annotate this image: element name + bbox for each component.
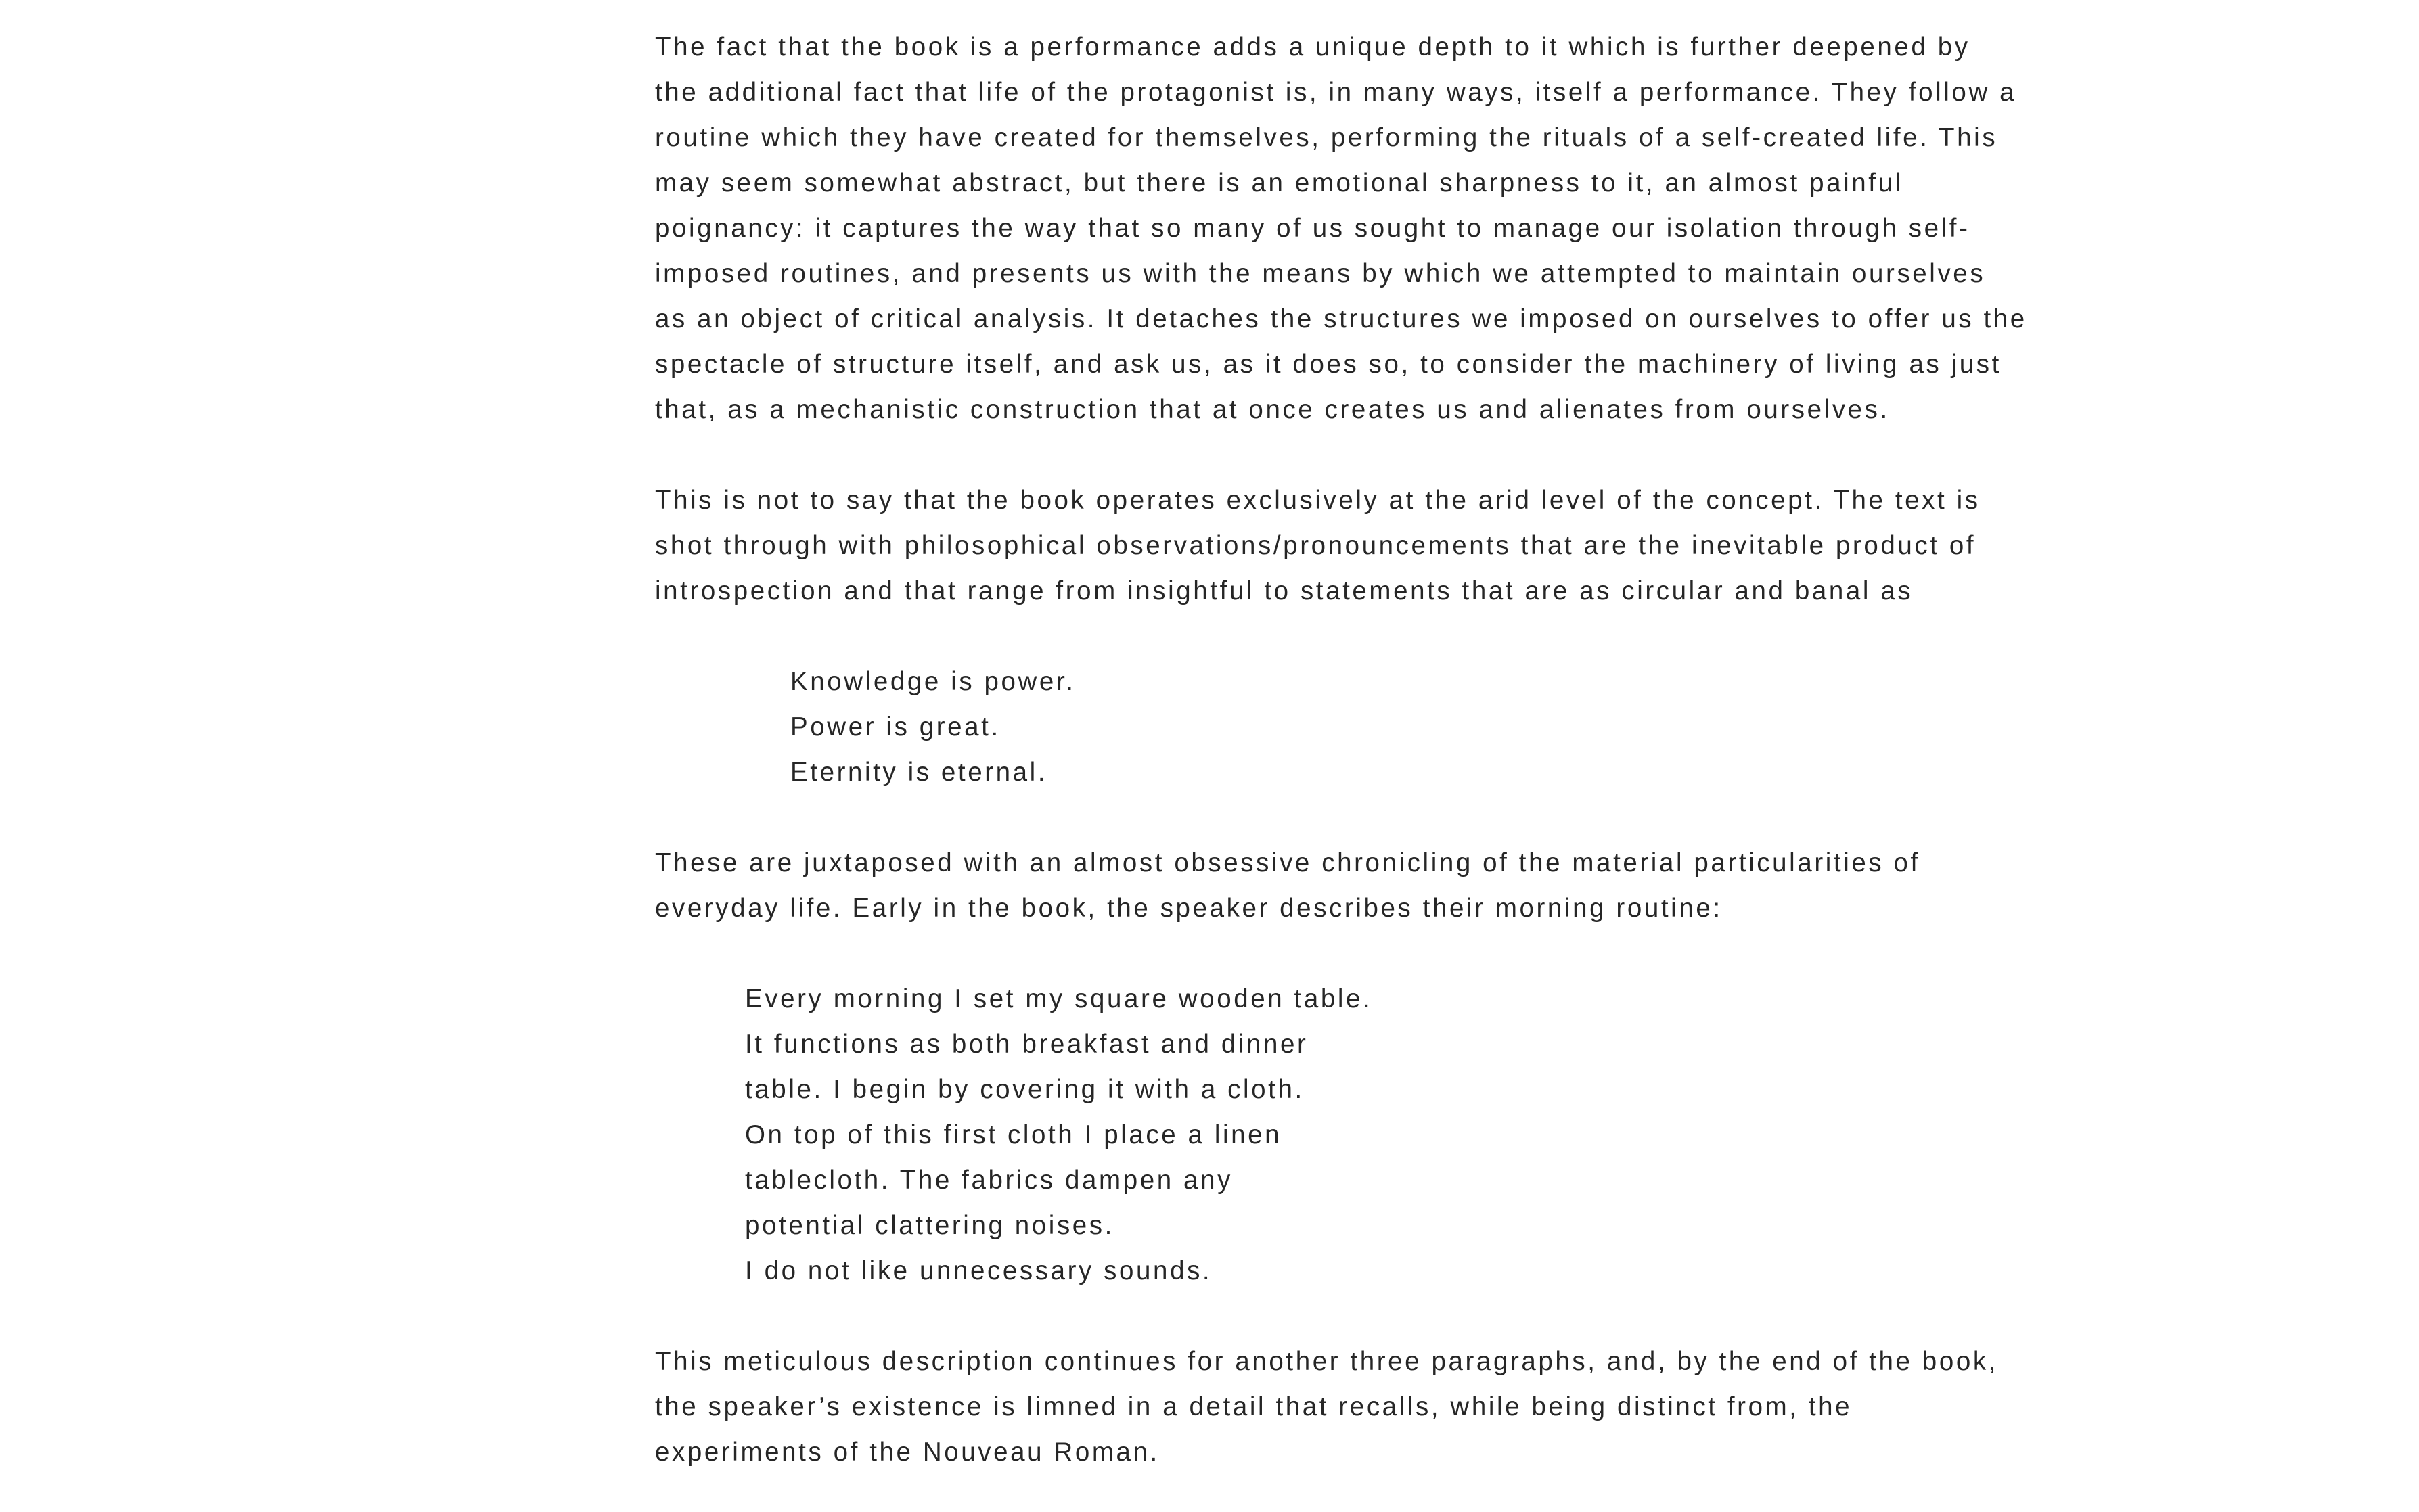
paragraph-spacer (655, 432, 2008, 478)
paragraph-philosophical (655, 478, 2008, 614)
text-line: shot through with philosophical observations/pronouncements that are the inevitable product of (655, 531, 1976, 560)
text-line: routine which they have created for themselves, performing the rituals of a self-created life. This (655, 123, 1998, 152)
quote-line: I do not like unnecessary sounds. (745, 1256, 1213, 1285)
text-line: as an object of critical analysis. It detaches the structures we imposed on ourselves to offer us the (655, 304, 2027, 334)
text-line: the additional fact that life of the protagonist is, in many ways, itself a performance. They follow a (655, 78, 2017, 107)
text-line: imposed routines, and presents us with the means by which we attempted to maintain ourselves (655, 259, 1986, 288)
paragraph-spacer (655, 931, 2008, 976)
text-line: the speaker’s existence is limned in a detail that recalls, while being distinct from, the (655, 1392, 1853, 1421)
quote-line: tablecloth. The fabrics dampen any (745, 1166, 1233, 1195)
quote-line: Power is great. (790, 712, 1001, 741)
block-quote-morning-routine (655, 976, 2008, 1293)
paragraph-spacer (655, 614, 2008, 659)
text-line: everyday life. Early in the book, the speaker describes their morning routine: (655, 894, 1723, 923)
quote-line: Every morning I set my square wooden table. (745, 984, 1373, 1013)
text-line: experiments of the Nouveau Roman. (655, 1438, 1160, 1467)
text-line: This is not to say that the book operates exclusively at the arid level of the concept. The text is (655, 486, 1981, 515)
paragraph-juxtaposed (655, 840, 2008, 931)
text-line: These are juxtaposed with an almost obsessive chronicling of the material particularities of (655, 848, 1920, 877)
text-line: may seem somewhat abstract, but there is an emotional sharpness to it, an almost painful (655, 168, 1903, 198)
paragraph-spacer (655, 795, 2008, 840)
paragraph-meticulous (655, 1339, 2008, 1475)
quote-line: It functions as both breakfast and dinner (745, 1030, 1309, 1059)
paragraph-performance (655, 24, 2027, 432)
text-line: spectacle of structure itself, and ask us, as it does so, to consider the machinery of living as just (655, 350, 2002, 379)
block-quote-knowledge (655, 659, 2008, 795)
text-line: that, as a mechanistic construction that at once creates us and alienates from ourselves. (655, 395, 1890, 424)
quote-line: table. I begin by covering it with a cloth. (745, 1075, 1305, 1104)
paragraph-spacer (655, 1293, 2008, 1339)
text-line: The fact that the book is a performance adds a unique depth to it which is further deepened by (655, 32, 1970, 62)
quote-line: potential clattering noises. (745, 1211, 1114, 1240)
article-body (655, 24, 2027, 1475)
quote-line: Eternity is eternal. (790, 758, 1048, 787)
quote-line: On top of this first cloth I place a linen (745, 1120, 1282, 1149)
text-line: introspection and that range from insightful to statements that are as circular and banal as (655, 576, 1914, 605)
quote-line: Knowledge is power. (790, 667, 1076, 696)
text-line: This meticulous description continues for another three paragraphs, and, by the end of the book, (655, 1347, 1998, 1376)
text-line: poignancy: it captures the way that so many of us sought to manage our isolation through self- (655, 214, 1970, 243)
